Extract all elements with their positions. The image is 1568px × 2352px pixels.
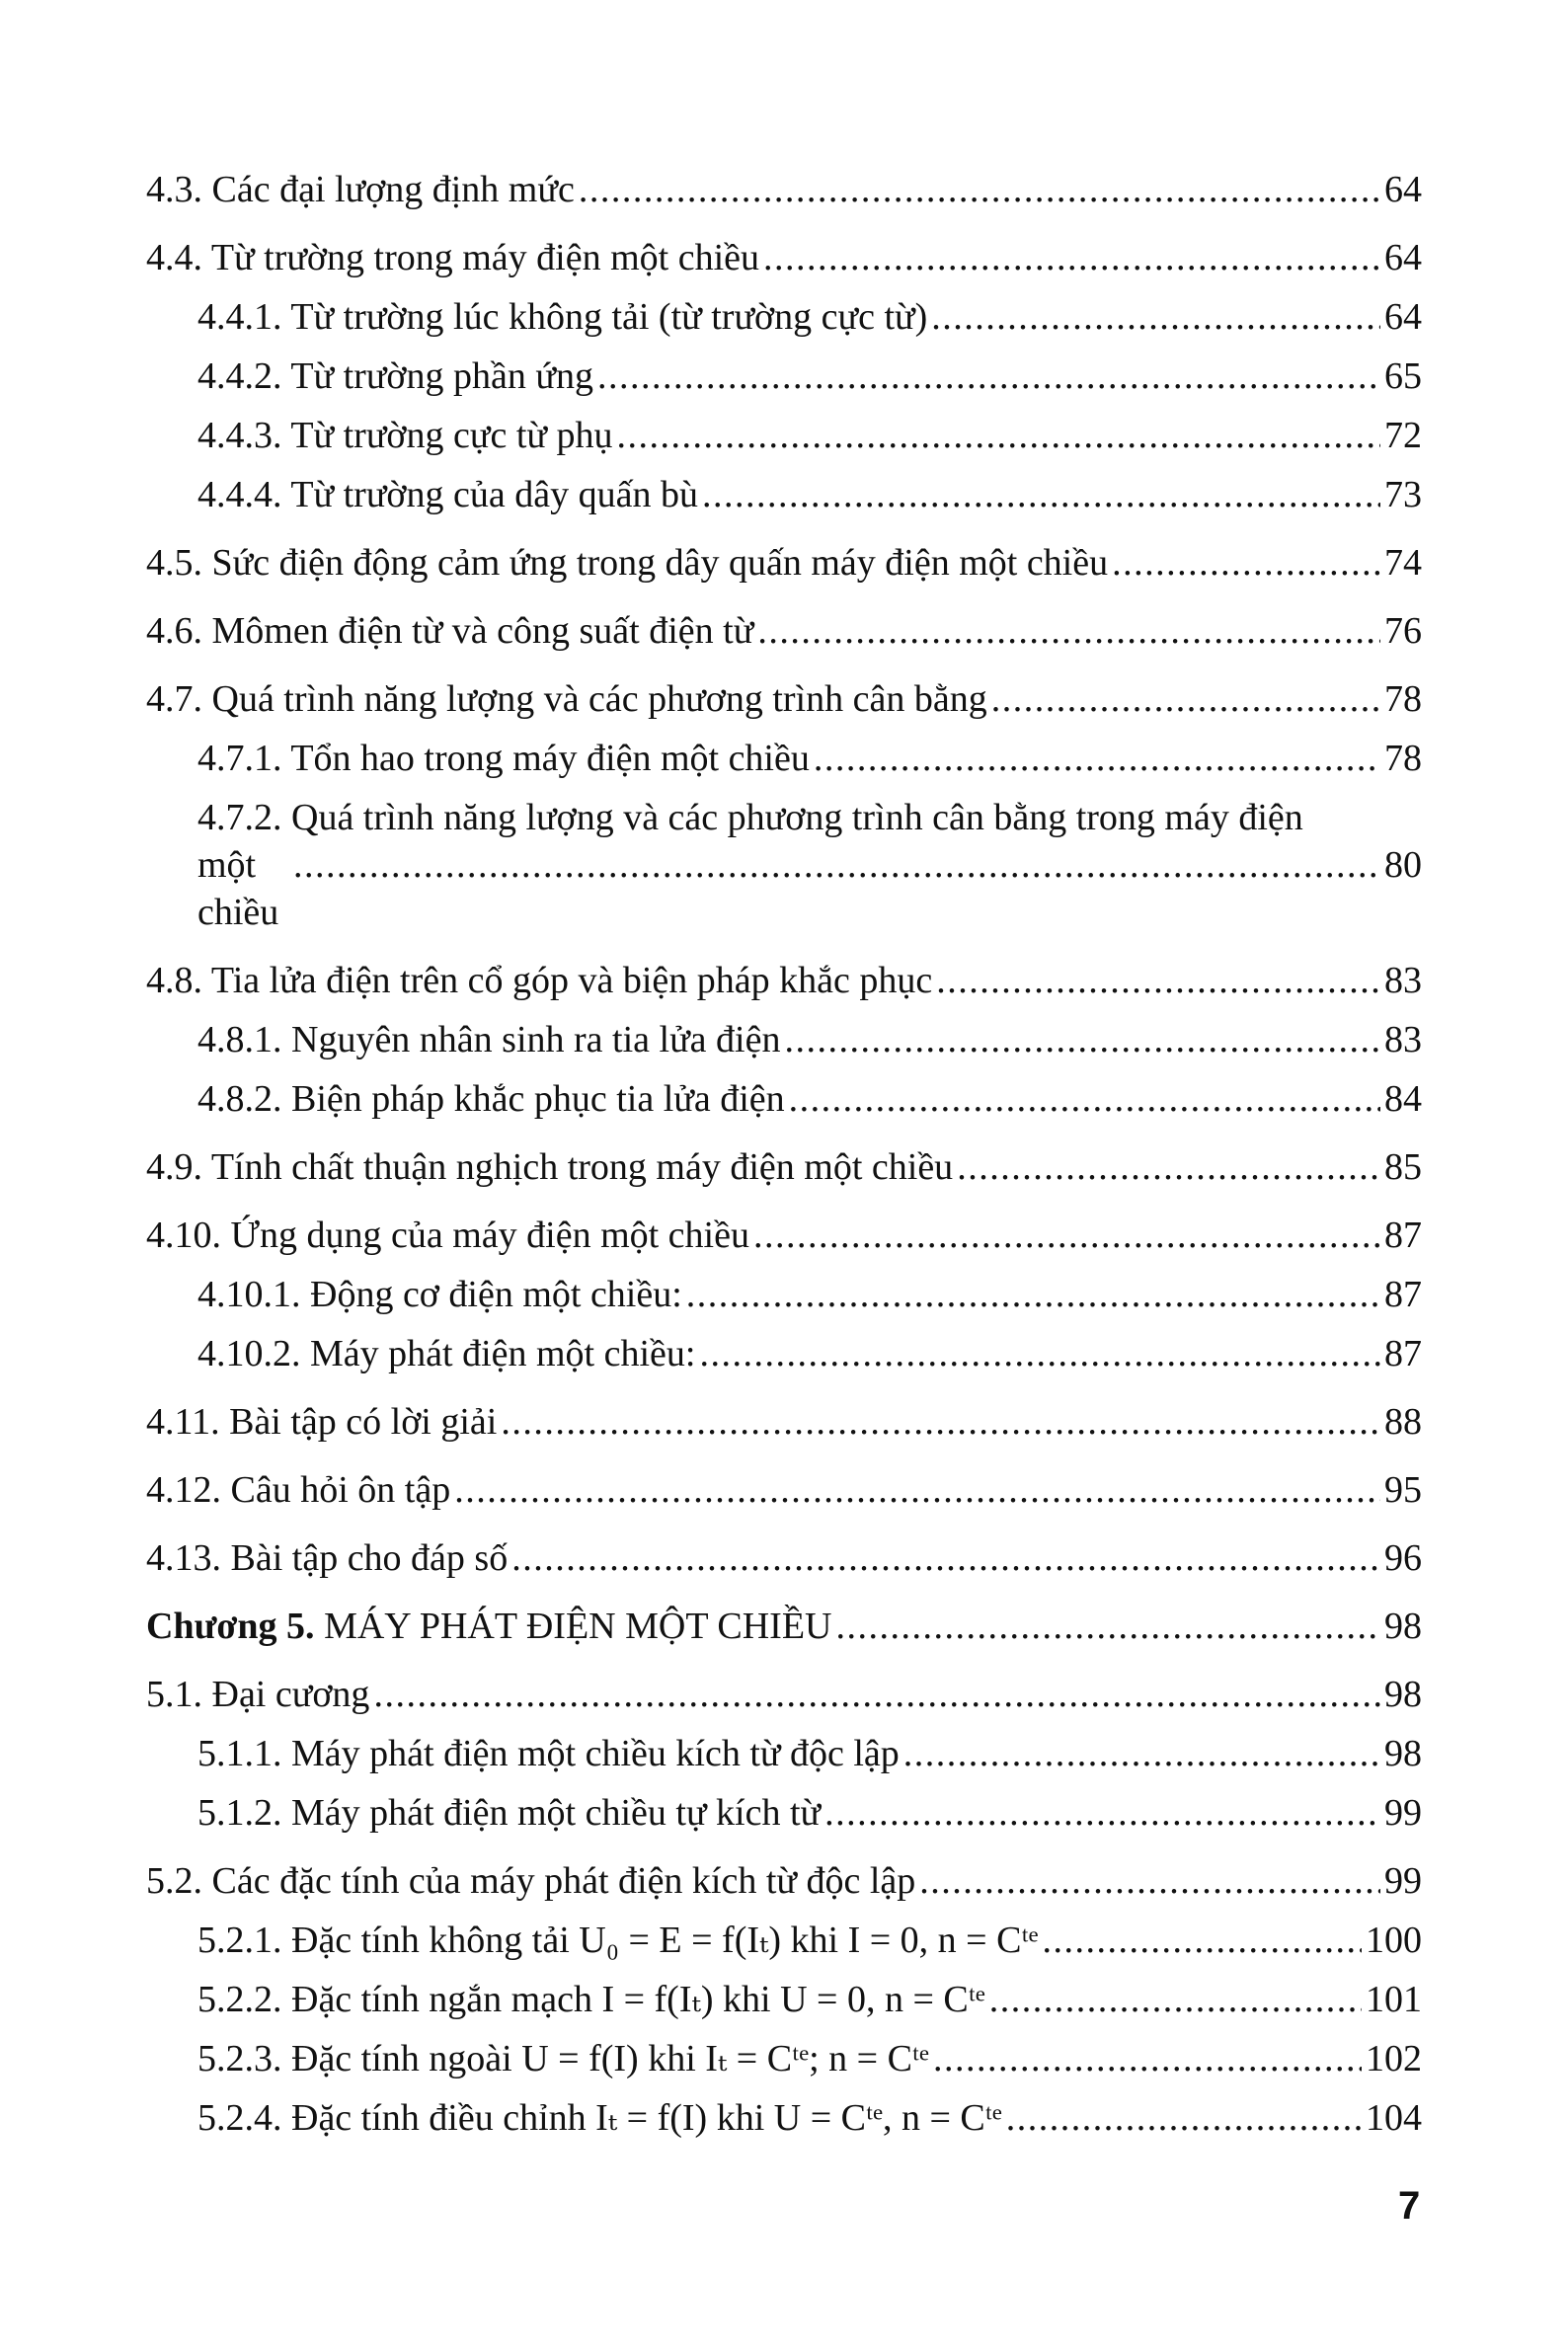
toc-entry-title: 5.2.1. Đặc tính không tải U₀ = E = f(Iₜ) khi I = 0, n = Cᵗᵉ: [197, 1920, 1039, 1961]
toc-entry-page: 96: [1384, 1537, 1422, 1579]
dot-leader: [1006, 2094, 1362, 2142]
toc-entry-page: 87: [1384, 1274, 1422, 1315]
toc-entry-page: 102: [1366, 2038, 1422, 2079]
dot-leader: [617, 412, 1380, 459]
dot-leader: [991, 675, 1380, 723]
toc-entry-title: 5.1.2. Máy phát điện một chiều tự kích từ: [197, 1792, 822, 1834]
dot-leader: [919, 1857, 1380, 1905]
toc-entry-page: 95: [1384, 1469, 1422, 1511]
toc-entry-title: 4.4.1. Từ trường lúc không tải (từ trường cực từ): [197, 296, 928, 338]
toc-chapter-entry[interactable]: [146, 1603, 1422, 1650]
dot-leader: [763, 234, 1380, 281]
toc-entry-page: 87: [1384, 1215, 1422, 1256]
chapter-number: Chương 5.: [146, 1606, 315, 1647]
toc-entry-title: 5.1.1. Máy phát điện một chiều kích từ độc lập: [197, 1733, 900, 1774]
dot-leader: [511, 1534, 1380, 1582]
toc-entry-page: 99: [1384, 1860, 1422, 1902]
toc-entry-page: 104: [1366, 2097, 1422, 2139]
toc-entry[interactable]: [146, 1857, 1422, 1905]
toc-entry-title: 4.10.2. Máy phát điện một chiều:: [197, 1333, 696, 1374]
toc-entry-title: 5.2.3. Đặc tính ngoài U = f(I) khi Iₜ = Cᵗᵉ; n = Cᵗᵉ: [197, 2038, 929, 2079]
toc-entry[interactable]: [146, 166, 1422, 213]
toc-entry-page: 78: [1384, 678, 1422, 720]
toc-entry-page: 98: [1384, 1674, 1422, 1715]
dot-leader: [936, 957, 1380, 1004]
dot-leader: [597, 353, 1380, 400]
toc-entry[interactable]: [146, 1976, 1422, 2023]
toc-entry-page: 85: [1384, 1146, 1422, 1188]
toc-entry[interactable]: [146, 675, 1422, 723]
toc-entry[interactable]: [146, 1271, 1422, 1318]
toc-entry[interactable]: [146, 471, 1422, 518]
dot-leader: [686, 1271, 1380, 1318]
toc-entry-page: 73: [1384, 474, 1422, 515]
toc-entry-page: 83: [1384, 1019, 1422, 1060]
dot-leader: [1042, 1917, 1362, 1964]
toc-entry-title: 4.4.4. Từ trường của dây quấn bù: [197, 474, 698, 515]
dot-leader: [1112, 539, 1380, 587]
dot-leader: [989, 1976, 1362, 2023]
dot-leader: [293, 841, 1380, 889]
toc-entry[interactable]: [146, 1398, 1422, 1446]
toc-entry[interactable]: [146, 539, 1422, 587]
dot-leader: [824, 1789, 1380, 1837]
toc-entry-title-continued: một chiều: [197, 844, 279, 933]
dot-leader: [579, 166, 1380, 213]
toc-entry-page: 98: [1384, 1606, 1422, 1647]
toc-entry[interactable]: [146, 234, 1422, 281]
toc-entry-title: 4.3. Các đại lượng định mức: [146, 169, 575, 210]
toc-entry-page: 74: [1384, 542, 1422, 584]
toc-entry-page: 64: [1384, 237, 1422, 278]
chapter-title: MÁY PHÁT ĐIỆN MỘT CHIỀU: [314, 1606, 832, 1647]
dot-leader: [814, 735, 1380, 782]
toc-entry[interactable]: [146, 1466, 1422, 1514]
dot-leader: [835, 1603, 1380, 1650]
dot-leader: [957, 1143, 1380, 1191]
toc-entry-title: 4.4.3. Từ trường cực từ phụ: [197, 415, 613, 456]
toc-entry-title: 4.5. Sức điện động cảm ứng trong dây quấn máy điện một chiều: [146, 542, 1109, 584]
toc-entry[interactable]: [146, 1143, 1422, 1191]
dot-leader: [373, 1671, 1380, 1718]
page-number: 7: [1398, 2184, 1421, 2228]
toc-entry[interactable]: [146, 1016, 1422, 1063]
toc-entry[interactable]: [146, 1534, 1422, 1582]
toc-entry-page: 83: [1384, 960, 1422, 1001]
toc-entry-page: 64: [1384, 169, 1422, 210]
toc-entry[interactable]: [146, 412, 1422, 459]
dot-leader: [789, 1075, 1380, 1123]
toc-entry-title: 4.8.1. Nguyên nhân sinh ra tia lửa điện: [197, 1019, 781, 1060]
toc-entry-title: 4.8.2. Biện pháp khắc phục tia lửa điện: [197, 1078, 785, 1120]
toc-entry-title: 4.12. Câu hỏi ôn tập: [146, 1469, 451, 1511]
toc-entry[interactable]: [146, 1212, 1422, 1259]
toc-entry-title: 5.2. Các đặc tính của máy phát điện kích từ độc lập: [146, 1860, 916, 1902]
toc-entry-page: 72: [1384, 415, 1422, 456]
toc-entry[interactable]: [146, 353, 1422, 400]
toc-entry-title: 5.1. Đại cương: [146, 1674, 370, 1715]
toc-entry[interactable]: [146, 1075, 1422, 1123]
toc-entry-page: 100: [1366, 1920, 1422, 1961]
toc-entry[interactable]: [146, 1730, 1422, 1777]
toc-entry-page: 99: [1384, 1792, 1422, 1834]
dot-leader: [699, 1330, 1380, 1377]
toc-entry[interactable]: [146, 1330, 1422, 1377]
toc-entry-title: 4.11. Bài tập có lời giải: [146, 1401, 498, 1443]
dot-leader: [501, 1398, 1380, 1446]
toc-entry-title: 4.7.2. Quá trình năng lượng và các phương trình cân bằng trong máy điện: [197, 797, 1303, 838]
toc-entry-title: 4.4. Từ trường trong máy điện một chiều: [146, 237, 759, 278]
toc-entry[interactable]: [146, 2094, 1422, 2142]
toc-entry-page: 80: [1384, 844, 1422, 886]
dot-leader: [753, 1212, 1380, 1259]
toc-entry[interactable]: [146, 1789, 1422, 1837]
toc-entry-page: 65: [1384, 355, 1422, 397]
toc-entry[interactable]: [146, 2035, 1422, 2082]
toc-entry-page: 84: [1384, 1078, 1422, 1120]
toc-entry-title: 4.6. Mômen điện từ và công suất điện từ: [146, 610, 754, 652]
toc-entry[interactable]: [146, 957, 1422, 1004]
toc-entry-title: 4.9. Tính chất thuận nghịch trong máy điện một chiều: [146, 1146, 954, 1188]
toc-entry-page: 101: [1366, 1979, 1422, 2020]
toc-entry-title: 4.13. Bài tập cho đáp số: [146, 1537, 509, 1579]
dot-leader: [784, 1016, 1380, 1063]
toc-entry[interactable]: [146, 735, 1422, 782]
toc-entry-title: 4.4.2. Từ trường phần ứng: [197, 355, 593, 397]
toc-entry-title: 4.10. Ứng dụng của máy điện một chiều: [146, 1215, 749, 1256]
toc-entry[interactable]: [146, 607, 1422, 655]
toc-entry[interactable]: [146, 794, 1422, 936]
toc-entry-title: 5.2.4. Đặc tính điều chỉnh Iₜ = f(I) khi U = Cᵗᵉ, n = Cᵗᵉ: [197, 2097, 1002, 2139]
toc-entry[interactable]: [146, 1671, 1422, 1718]
dot-leader: [931, 293, 1380, 341]
toc-entry-title: 4.10.1. Động cơ điện một chiều:: [197, 1274, 682, 1315]
dot-leader: [454, 1466, 1380, 1514]
toc-entry-title: 4.7. Quá trình năng lượng và các phương trình cân bằng: [146, 678, 987, 720]
toc-entry-title: 4.7.1. Tổn hao trong máy điện một chiều: [197, 738, 810, 779]
toc-entry-page: 64: [1384, 296, 1422, 338]
dot-leader: [903, 1730, 1380, 1777]
toc-entry[interactable]: [146, 293, 1422, 341]
toc-entry-page: 76: [1384, 610, 1422, 652]
toc-entry-title: 5.2.2. Đặc tính ngắn mạch I = f(Iₜ) khi U = 0, n = Cᵗᵉ: [197, 1979, 985, 2020]
dot-leader: [702, 471, 1380, 518]
toc-entry-page: 87: [1384, 1333, 1422, 1374]
toc-entry-title: 4.8. Tia lửa điện trên cổ góp và biện pháp khắc phục: [146, 960, 933, 1001]
toc-entry-page: 98: [1384, 1733, 1422, 1774]
dot-leader: [757, 607, 1380, 655]
dot-leader: [933, 2035, 1362, 2082]
toc-entry-page: 88: [1384, 1401, 1422, 1443]
table-of-contents: [146, 166, 1422, 2142]
toc-entry[interactable]: [146, 1917, 1422, 1964]
toc-entry-page: 78: [1384, 738, 1422, 779]
